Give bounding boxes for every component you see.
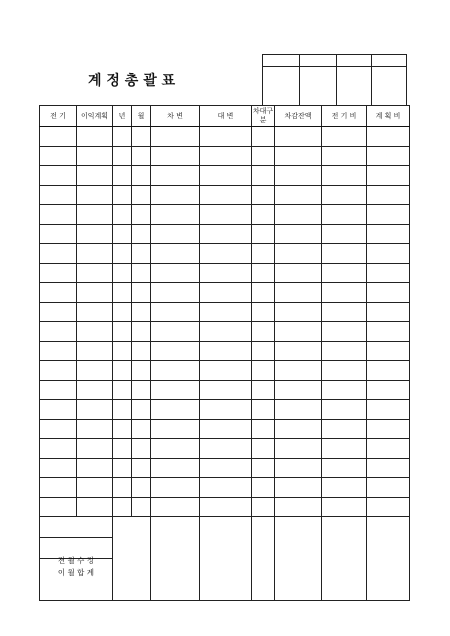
- ledger-row: [40, 361, 410, 381]
- signature-cell: [263, 67, 300, 106]
- ledger-cell[interactable]: [252, 439, 275, 459]
- summary-cell[interactable]: [275, 517, 322, 601]
- ledger-cell[interactable]: [132, 419, 151, 439]
- approval-cell: [337, 55, 372, 67]
- ledger-cell[interactable]: [275, 302, 322, 322]
- col-debit: 차 변: [151, 106, 200, 127]
- ledger-cell[interactable]: [367, 400, 410, 420]
- ledger-cell[interactable]: [252, 322, 275, 342]
- ledger-cell[interactable]: [367, 127, 410, 147]
- ledger-cell[interactable]: [132, 458, 151, 478]
- ledger-cell[interactable]: [252, 224, 275, 244]
- ledger-cell[interactable]: [200, 322, 252, 342]
- signature-cell: [337, 67, 372, 106]
- ledger-cell[interactable]: [200, 185, 252, 205]
- ledger-cell[interactable]: [132, 146, 151, 166]
- ledger-cell[interactable]: [367, 361, 410, 381]
- ledger-row: [40, 263, 410, 283]
- ledger-cell[interactable]: [151, 439, 200, 459]
- ledger-row: [40, 205, 410, 225]
- ledger-cell[interactable]: [322, 458, 367, 478]
- ledger-cell[interactable]: [275, 419, 322, 439]
- ledger-cell[interactable]: [252, 263, 275, 283]
- col-balance: 차감잔액: [275, 106, 322, 127]
- ledger-cell[interactable]: [77, 380, 113, 400]
- ledger-cell[interactable]: [77, 439, 113, 459]
- ledger-cell[interactable]: [275, 205, 322, 225]
- footer-label: [39, 555, 113, 579]
- ledger-cell[interactable]: [151, 341, 200, 361]
- ledger-cell[interactable]: [200, 224, 252, 244]
- summary-cell[interactable]: [322, 517, 367, 601]
- ledger-cell[interactable]: [151, 497, 200, 517]
- ledger-cell[interactable]: [132, 185, 151, 205]
- approval-cell: [300, 55, 337, 67]
- ledger-cell[interactable]: [151, 283, 200, 303]
- ledger-cell[interactable]: [275, 127, 322, 147]
- ledger-cell[interactable]: [151, 185, 200, 205]
- ledger-cell[interactable]: [200, 439, 252, 459]
- ledger-cell[interactable]: [132, 400, 151, 420]
- ledger-cell[interactable]: [77, 224, 113, 244]
- signature-cell: [372, 67, 407, 106]
- ledger-cell[interactable]: [40, 400, 77, 420]
- ledger-cell[interactable]: [151, 322, 200, 342]
- ledger-cell[interactable]: [40, 322, 77, 342]
- ledger-cell[interactable]: [275, 341, 322, 361]
- ledger-table: [39, 105, 410, 601]
- ledger-cell[interactable]: [113, 322, 132, 342]
- ledger-cell[interactable]: [200, 302, 252, 322]
- ledger-cell[interactable]: [77, 400, 113, 420]
- ledger-cell[interactable]: [367, 439, 410, 459]
- ledger-cell[interactable]: [252, 361, 275, 381]
- ledger-cell[interactable]: [40, 439, 77, 459]
- ledger-cell[interactable]: [77, 361, 113, 381]
- col-prev-period: 전 기: [40, 106, 77, 127]
- ledger-cell[interactable]: [367, 244, 410, 264]
- ledger-cell[interactable]: [77, 322, 113, 342]
- ledger-cell[interactable]: [40, 263, 77, 283]
- ledger-cell[interactable]: [132, 302, 151, 322]
- ledger-cell[interactable]: [367, 380, 410, 400]
- ledger-row: [40, 283, 410, 303]
- ledger-cell[interactable]: [275, 361, 322, 381]
- ledger-cell[interactable]: [113, 146, 132, 166]
- ledger-cell[interactable]: [367, 322, 410, 342]
- ledger-cell[interactable]: [200, 283, 252, 303]
- ledger-cell[interactable]: [252, 146, 275, 166]
- ledger-cell[interactable]: [252, 283, 275, 303]
- ledger-cell[interactable]: [200, 341, 252, 361]
- ledger-cell[interactable]: [151, 166, 200, 186]
- ledger-cell[interactable]: [113, 341, 132, 361]
- ledger-cell[interactable]: [77, 419, 113, 439]
- approval-sign-row: [263, 67, 407, 106]
- ledger-cell[interactable]: [275, 283, 322, 303]
- ledger-cell[interactable]: [40, 205, 77, 225]
- approval-cell: [372, 55, 407, 67]
- ledger-cell[interactable]: [132, 361, 151, 381]
- ledger-cell[interactable]: [77, 146, 113, 166]
- ledger-cell[interactable]: [322, 263, 367, 283]
- ledger-cell[interactable]: [113, 205, 132, 225]
- ledger-cell[interactable]: [275, 244, 322, 264]
- ledger-cell[interactable]: [275, 263, 322, 283]
- ledger-cell[interactable]: [322, 244, 367, 264]
- summary-cell[interactable]: [113, 517, 151, 601]
- ledger-cell[interactable]: [151, 127, 200, 147]
- ledger-cell[interactable]: [77, 205, 113, 225]
- ledger-cell[interactable]: [40, 361, 77, 381]
- ledger-cell[interactable]: [275, 166, 322, 186]
- ledger-cell[interactable]: [113, 478, 132, 498]
- summary-cell[interactable]: [252, 517, 275, 601]
- ledger-cell[interactable]: [132, 497, 151, 517]
- ledger-cell[interactable]: [113, 224, 132, 244]
- ledger-cell[interactable]: [132, 341, 151, 361]
- ledger-cell[interactable]: [113, 497, 132, 517]
- ledger-cell[interactable]: [275, 478, 322, 498]
- ledger-cell[interactable]: [151, 419, 200, 439]
- ledger-cell[interactable]: [77, 244, 113, 264]
- ledger-cell[interactable]: [113, 127, 132, 147]
- ledger-cell[interactable]: [322, 341, 367, 361]
- ledger-cell[interactable]: [40, 244, 77, 264]
- ledger-cell[interactable]: [40, 166, 77, 186]
- ledger-cell[interactable]: [367, 263, 410, 283]
- ledger-row: [40, 497, 410, 517]
- ledger-cell[interactable]: [200, 205, 252, 225]
- col-vs-prev: 전 기 비: [322, 106, 367, 127]
- ledger-cell[interactable]: [200, 263, 252, 283]
- ledger-row: [40, 166, 410, 186]
- ledger-cell[interactable]: [252, 497, 275, 517]
- ledger-cell[interactable]: [322, 439, 367, 459]
- ledger-cell[interactable]: [151, 205, 200, 225]
- ledger-cell[interactable]: [77, 341, 113, 361]
- ledger-cell[interactable]: [113, 283, 132, 303]
- ledger-cell[interactable]: [200, 400, 252, 420]
- ledger-cell[interactable]: [132, 244, 151, 264]
- ledger-cell[interactable]: [151, 361, 200, 381]
- ledger-cell[interactable]: [200, 419, 252, 439]
- ledger-cell[interactable]: [151, 400, 200, 420]
- ledger-cell[interactable]: [40, 302, 77, 322]
- ledger-cell[interactable]: [132, 322, 151, 342]
- ledger-cell[interactable]: [40, 458, 77, 478]
- ledger-cell[interactable]: [132, 127, 151, 147]
- ledger-cell[interactable]: [151, 263, 200, 283]
- ledger-summary-row: [40, 517, 410, 538]
- ledger-cell[interactable]: [275, 224, 322, 244]
- ledger-cell[interactable]: [275, 322, 322, 342]
- ledger-cell[interactable]: [322, 224, 367, 244]
- ledger-cell[interactable]: [252, 419, 275, 439]
- ledger-cell[interactable]: [151, 244, 200, 264]
- ledger-row: [40, 478, 410, 498]
- ledger-row: [40, 146, 410, 166]
- ledger-cell[interactable]: [40, 146, 77, 166]
- ledger-cell[interactable]: [77, 185, 113, 205]
- ledger-cell[interactable]: [322, 127, 367, 147]
- ledger-cell[interactable]: [200, 244, 252, 264]
- approval-header-row: [263, 55, 407, 67]
- ledger-cell[interactable]: [275, 146, 322, 166]
- ledger-cell[interactable]: [322, 185, 367, 205]
- ledger-cell[interactable]: [132, 380, 151, 400]
- ledger-cell[interactable]: [322, 419, 367, 439]
- ledger-row: [40, 127, 410, 147]
- ledger-cell[interactable]: [151, 146, 200, 166]
- ledger-row: [40, 439, 410, 459]
- ledger-cell[interactable]: [113, 419, 132, 439]
- ledger-cell[interactable]: [113, 400, 132, 420]
- ledger-cell[interactable]: [367, 146, 410, 166]
- ledger-cell[interactable]: [200, 497, 252, 517]
- ledger-row: [40, 244, 410, 264]
- col-vs-plan: 계 획 비: [367, 106, 410, 127]
- col-dr-cr-type: 차대구분: [252, 106, 275, 127]
- ledger-cell[interactable]: [77, 127, 113, 147]
- ledger-cell[interactable]: [252, 380, 275, 400]
- ledger-row: [40, 400, 410, 420]
- ledger-cell[interactable]: [275, 458, 322, 478]
- ledger-cell[interactable]: [322, 497, 367, 517]
- ledger-row: [40, 185, 410, 205]
- ledger-cell[interactable]: [275, 185, 322, 205]
- ledger-cell[interactable]: [132, 283, 151, 303]
- ledger-row: [40, 302, 410, 322]
- ledger-cell[interactable]: [322, 322, 367, 342]
- ledger-cell[interactable]: [200, 361, 252, 381]
- ledger-row: [40, 419, 410, 439]
- ledger-cell[interactable]: [322, 166, 367, 186]
- col-month: 월: [132, 106, 151, 127]
- ledger-cell[interactable]: [367, 302, 410, 322]
- ledger-cell[interactable]: [200, 166, 252, 186]
- ledger-cell[interactable]: [200, 380, 252, 400]
- ledger-cell[interactable]: [367, 224, 410, 244]
- ledger-cell[interactable]: [275, 439, 322, 459]
- ledger-cell[interactable]: [77, 458, 113, 478]
- ledger-cell[interactable]: [322, 283, 367, 303]
- summary-cell[interactable]: [367, 517, 410, 601]
- ledger-cell[interactable]: [40, 497, 77, 517]
- ledger-cell[interactable]: [113, 439, 132, 459]
- ledger-cell[interactable]: [40, 419, 77, 439]
- ledger-cell[interactable]: [367, 341, 410, 361]
- ledger-cell[interactable]: [200, 146, 252, 166]
- ledger-cell[interactable]: [40, 380, 77, 400]
- ledger-cell[interactable]: [322, 302, 367, 322]
- ledger-cell[interactable]: [77, 478, 113, 498]
- ledger-cell[interactable]: [252, 185, 275, 205]
- signature-cell: [300, 67, 337, 106]
- ledger-cell[interactable]: [132, 439, 151, 459]
- ledger-cell[interactable]: [367, 419, 410, 439]
- ledger-cell[interactable]: [132, 166, 151, 186]
- ledger-cell[interactable]: [322, 146, 367, 166]
- ledger-cell[interactable]: [367, 478, 410, 498]
- ledger-cell[interactable]: [77, 302, 113, 322]
- ledger-cell[interactable]: [252, 400, 275, 420]
- ledger-row: [40, 322, 410, 342]
- ledger-cell[interactable]: [367, 185, 410, 205]
- ledger-cell[interactable]: [77, 283, 113, 303]
- ledger-cell[interactable]: [252, 205, 275, 225]
- ledger-cell[interactable]: [113, 361, 132, 381]
- ledger-row: [40, 224, 410, 244]
- ledger-cell[interactable]: [200, 458, 252, 478]
- header-row: [40, 106, 410, 127]
- ledger-cell[interactable]: [322, 205, 367, 225]
- ledger-row: [40, 458, 410, 478]
- ledger-cell[interactable]: [40, 283, 77, 303]
- ledger-cell[interactable]: [200, 478, 252, 498]
- ledger-cell[interactable]: [367, 166, 410, 186]
- ledger-cell[interactable]: [151, 478, 200, 498]
- ledger-cell[interactable]: [275, 497, 322, 517]
- ledger-cell[interactable]: [252, 302, 275, 322]
- ledger-cell[interactable]: [132, 478, 151, 498]
- ledger-cell[interactable]: [151, 302, 200, 322]
- ledger-cell[interactable]: [367, 283, 410, 303]
- ledger-cell[interactable]: [132, 205, 151, 225]
- ledger-row: [40, 341, 410, 361]
- ledger-cell[interactable]: [252, 244, 275, 264]
- ledger-cell[interactable]: [252, 341, 275, 361]
- ledger-cell[interactable]: [275, 400, 322, 420]
- footer-label-bottom: 이 월 합 계: [57, 568, 95, 577]
- footer-label-top: 전 월 수 정: [57, 556, 95, 565]
- ledger-cell[interactable]: [40, 127, 77, 147]
- ledger-cell[interactable]: [113, 185, 132, 205]
- ledger-row: [40, 380, 410, 400]
- ledger-cell[interactable]: [275, 380, 322, 400]
- ledger-cell[interactable]: [367, 205, 410, 225]
- ledger-cell[interactable]: [40, 185, 77, 205]
- summary-cell[interactable]: [40, 517, 113, 538]
- approval-cell: [263, 55, 300, 67]
- ledger-cell[interactable]: [367, 497, 410, 517]
- col-credit: 대 변: [200, 106, 252, 127]
- ledger-cell[interactable]: [77, 497, 113, 517]
- col-profit-plan: 이익계획: [77, 106, 113, 127]
- ledger-cell[interactable]: [40, 224, 77, 244]
- ledger-cell[interactable]: [252, 127, 275, 147]
- ledger-cell[interactable]: [113, 166, 132, 186]
- col-year: 년: [113, 106, 132, 127]
- ledger-cell[interactable]: [77, 263, 113, 283]
- ledger-cell[interactable]: [151, 458, 200, 478]
- ledger-cell[interactable]: [322, 478, 367, 498]
- approval-box: [262, 54, 407, 106]
- ledger-cell[interactable]: [367, 458, 410, 478]
- ledger-cell[interactable]: [252, 458, 275, 478]
- ledger-cell[interactable]: [132, 263, 151, 283]
- ledger-cell[interactable]: [151, 380, 200, 400]
- ledger-cell[interactable]: [322, 400, 367, 420]
- ledger-title: 계 정 총 괄 표: [88, 73, 176, 89]
- ledger-cell[interactable]: [151, 224, 200, 244]
- ledger-cell[interactable]: [40, 478, 77, 498]
- ledger-cell[interactable]: [113, 244, 132, 264]
- ledger-cell[interactable]: [322, 361, 367, 381]
- ledger-cell[interactable]: [113, 263, 132, 283]
- ledger-cell[interactable]: [132, 224, 151, 244]
- ledger-cell[interactable]: [322, 380, 367, 400]
- ledger-cell[interactable]: [113, 380, 132, 400]
- ledger-cell[interactable]: [200, 127, 252, 147]
- ledger-cell[interactable]: [113, 302, 132, 322]
- ledger-cell[interactable]: [77, 166, 113, 186]
- ledger-cell[interactable]: [113, 458, 132, 478]
- ledger-cell[interactable]: [252, 166, 275, 186]
- summary-cell[interactable]: [200, 517, 252, 601]
- ledger-cell[interactable]: [252, 478, 275, 498]
- ledger-cell[interactable]: [40, 341, 77, 361]
- summary-cell[interactable]: [151, 517, 200, 601]
